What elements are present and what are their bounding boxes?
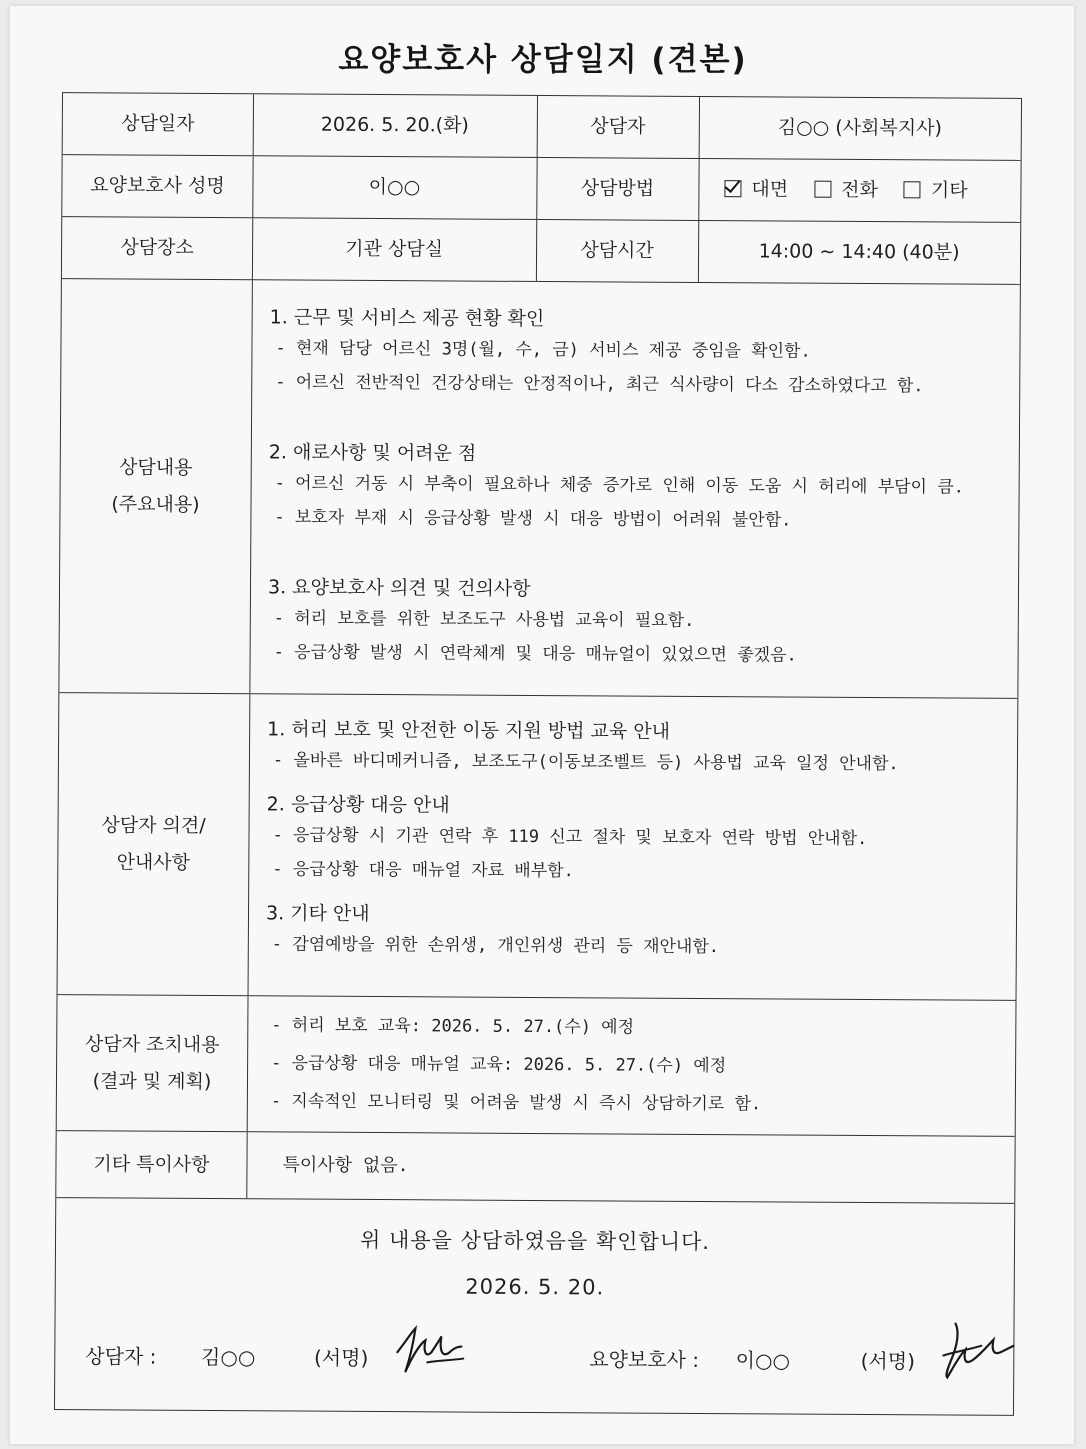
- counseling-form: [54, 92, 1022, 1416]
- time-label: 상담시간: [580, 239, 654, 263]
- content-label: 상담내용 (주요내용): [111, 456, 200, 516]
- counselor-sign-name: 김○○: [201, 1344, 256, 1370]
- counselor-sign-mark-label: (서명): [313, 1345, 369, 1370]
- checkbox-empty-icon[interactable]: [814, 181, 831, 198]
- content-bullet: - 어르신 전반적인 건강상태는 안정적이나, 최근 식사량이 다소 감소하였다고 함.: [275, 372, 924, 397]
- date-label: 상담일자: [121, 112, 195, 136]
- opinion-label: 상담자 의견/ 안내사항: [101, 814, 206, 874]
- method-option-face[interactable]: 대면: [724, 172, 788, 208]
- opinion-section-title: 2. 응급상황 대응 안내: [266, 793, 450, 817]
- date-value: 2026. 5. 20.(화): [320, 114, 469, 138]
- row-date: [63, 93, 1021, 161]
- notes-label: 기타 특이사항: [93, 1153, 210, 1176]
- caregiver-sign-name: 이○○: [735, 1348, 791, 1373]
- caregiver-value: 이○○: [368, 176, 421, 199]
- method-options: [698, 159, 1020, 222]
- caregiver-label: 요양보호사 성명: [90, 174, 225, 198]
- opinion-body: [248, 694, 1018, 1000]
- document-title: 요양보호사 상담일지 (견본): [338, 42, 748, 78]
- method-option-other[interactable]: 기타: [904, 173, 968, 209]
- confirmation-footer: [55, 1198, 1014, 1417]
- content-section-title: 2. 애로사항 및 어려운 점: [268, 441, 477, 465]
- time-value: 14:00 ~ 14:40 (40분): [758, 240, 960, 265]
- action-bullet: - 허리 보호 교육: 2026. 5. 27.(수) 예정: [271, 1015, 635, 1038]
- counselor-signature-icon: [391, 1322, 471, 1378]
- caregiver-sign-label: 요양보호사 :: [589, 1347, 700, 1372]
- content-section-title: 3. 요양보호사 의견 및 건의사항: [267, 576, 531, 601]
- confirmation-date: 2026. 5. 20.: [465, 1274, 605, 1300]
- content-bullet: - 응급상황 발생 시 연락체계 및 대응 매뉴얼이 있었으면 좋겠음.: [273, 642, 797, 667]
- row-action: [57, 995, 1016, 1137]
- opinion-bullet: - 응급상황 대응 매뉴얼 자료 배부함.: [272, 859, 574, 882]
- checkbox-empty-icon[interactable]: [904, 182, 921, 199]
- counselor-sign-label: 상담자 :: [85, 1344, 157, 1369]
- counselor-signature-line: [85, 1340, 368, 1371]
- counselor-value: 김○○ (사회복지사): [777, 116, 942, 140]
- opinion-section-title: 1. 허리 보호 및 안전한 이동 지원 방법 교육 안내: [267, 718, 671, 743]
- content-bullet: - 현재 담당 어르신 3명(월, 수, 금) 서비스 제공 중임을 확인함.: [275, 338, 811, 362]
- confirmation-text: 위 내용을 상담하였음을 확인합니다.: [359, 1227, 711, 1255]
- caregiver-sign-mark-label: (서명): [860, 1348, 915, 1374]
- opinion-section-title: 3. 기타 안내: [265, 902, 370, 926]
- opinion-bullet: - 응급상황 시 기관 연락 후 119 신고 절차 및 보호자 연락 방법 안내함.: [272, 825, 868, 850]
- checkbox-checked-icon[interactable]: [724, 181, 741, 198]
- content-bullet: - 허리 보호를 위한 보조도구 사용법 교육이 필요함.: [273, 608, 695, 632]
- row-content: [59, 279, 1020, 699]
- row-place: [62, 217, 1020, 285]
- row-opinion: [58, 693, 1018, 1001]
- notes-value: 특이사항 없음.: [282, 1154, 409, 1177]
- opinion-bullet: - 올바른 바디메커니즘, 보조도구(이동보조벨트 등) 사용법 교육 일정 안내함.: [272, 750, 899, 775]
- method-label: 상담방법: [580, 177, 655, 201]
- content-section-title: 1. 근무 및 서비스 제공 현황 확인: [269, 306, 545, 331]
- content-bullet: - 어르신 거동 시 부축이 필요하나 체중 증가로 인해 이동 도움 시 허리에 부담이 큼.: [274, 473, 964, 498]
- place-label: 상담장소: [120, 236, 194, 260]
- action-bullet: - 지속적인 모니터링 및 어려움 발생 시 즉시 상담하기로 함.: [270, 1091, 762, 1115]
- action-label: 상담자 조치내용 (결과 및 계획): [84, 1033, 220, 1093]
- place-value: 기관 상담실: [345, 238, 444, 261]
- content-bullet: - 보호자 부재 시 응급상황 발생 시 대응 방법이 어려워 불안함.: [274, 507, 792, 531]
- action-bullet: - 응급상황 대응 매뉴얼 교육: 2026. 5. 27.(수) 예정: [271, 1053, 727, 1077]
- row-caregiver: [62, 155, 1020, 223]
- caregiver-signature-line: [589, 1343, 915, 1374]
- method-option-phone[interactable]: 전화: [814, 172, 878, 208]
- action-body: [247, 996, 1016, 1136]
- caregiver-signature-icon: [935, 1315, 1017, 1385]
- row-notes: [56, 1131, 1014, 1204]
- content-body: [249, 280, 1020, 698]
- opinion-bullet: - 감염예방을 위한 손위생, 개인위생 관리 등 재안내함.: [271, 934, 720, 958]
- counselor-label: 상담자: [590, 115, 646, 139]
